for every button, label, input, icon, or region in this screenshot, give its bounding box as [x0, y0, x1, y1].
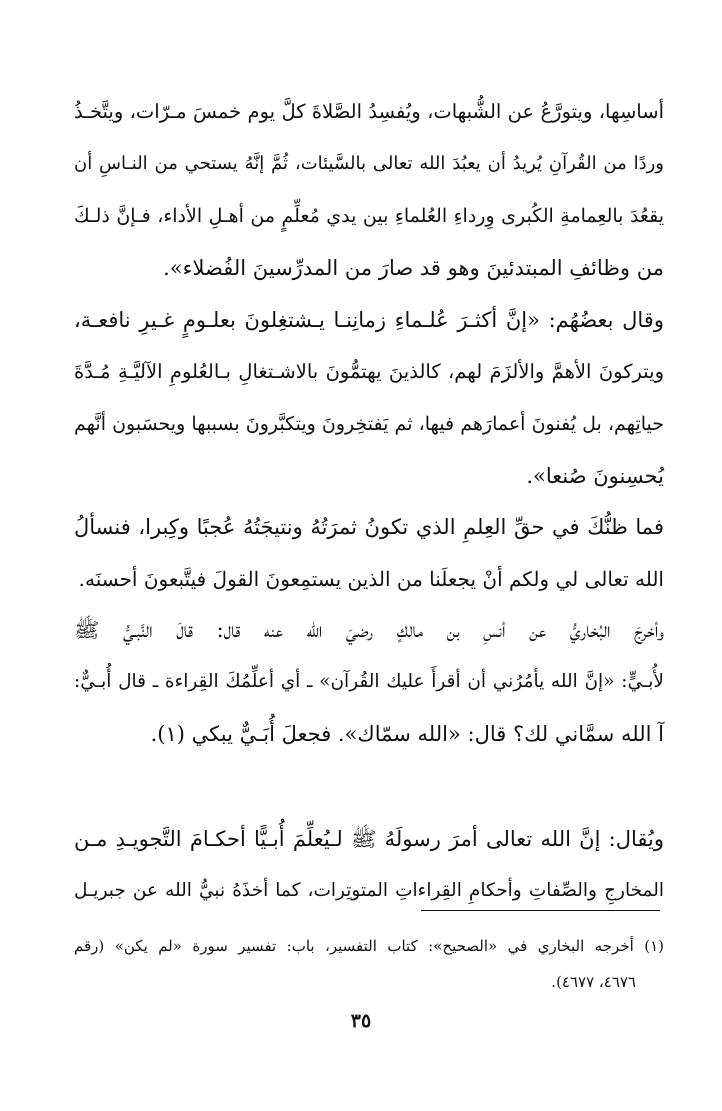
- footnote-line: (١) أخرجه البخاري في «الصحيح»: كتاب التفسير، باب: تفسير سورة «لم يكن» (رقم: [74, 937, 664, 955]
- paragraph-3: [74, 501, 664, 605]
- paragraph-2: [74, 294, 664, 502]
- paragraph-line: يقعُدَ بالعِمامةِ الكُبرى وِرداءِ العُلماءِ بين يدي مُعلِّمٍ من أهـلِ الأداء، فـإنَّ ذلـكَ: [74, 205, 664, 227]
- paragraph-1: [74, 86, 664, 294]
- footnote-separator: [421, 910, 660, 911]
- paragraph-line: لأُبـيٍّ: «إنَّ الله يأمُرُني أن أقرأَ عليك القُرآن» ـ أي أعلِّمُكَ القِراءة ـ قال أُبـيٌّ:: [74, 671, 664, 692]
- paragraph-line: وقال بعضُهُم: «إنَّ أكثـرَ عُلـماءِ زمانِنـا يـشتغِلونَ بعلـومٍ غـيرِ نافعـة،: [74, 308, 664, 332]
- paragraph-4: [74, 604, 664, 760]
- paragraph-line: حياتِهم، بل يُفنونَ أعمارَهم فيها، ثم يَفتخِرونَ ويتكبَّرونَ بسببها ويحسَبون أنَّهم: [74, 413, 664, 435]
- footnote-line: ٤٦٧٦، ٤٦٧٧).: [551, 973, 636, 991]
- paragraph-line: أساسِها، ويتورَّعُ عن الشُّبهات، ويُفسِدُ الصَّلاةَ كلَّ يوم خمسَ مـرّات، ويتَّخـذُ: [74, 100, 664, 123]
- paragraph-line: يُحسِنونَ صُنعا».: [526, 464, 664, 488]
- paragraph-line: فما ظنُّكَ في حقِّ العِلمِ الذي تكونُ ثمرَتُهُ ونتيجَتُهُ عُجبًا وكِبرا، فنسألُ: [74, 515, 664, 539]
- paragraph-5: [74, 813, 664, 917]
- paragraph-line: من وظائفِ المبتدئينَ وهو قد صارَ من المدرِّسينَ الفُضلاء».: [163, 256, 664, 280]
- paragraph-line: الله تعالى لي ولكم أنْ يجعلَنا من الذين يستمِعونَ القولَ فيتَّبعونَ أحسنَه.: [78, 567, 664, 591]
- page-number: ٣٥: [350, 1010, 372, 1032]
- paragraph-line: المخارجِ والصِّفاتِ وأحكامِ القِراءاتِ المتوتِرات، كما أخذَهُ نبيُّ الله عن جبريـل: [74, 880, 664, 901]
- paragraph-line: وردًا من القُرآنِ يُريدُ أن يعبُدَ الله تعالى بالسَّيئات، ثُمَّ إنَّهُ يستحي من النـاسِ أن: [74, 153, 664, 174]
- footnotes: [74, 928, 664, 1000]
- paragraph-line: وأخرجَ البُخاريُّ عن أنسِ بن مالكٍ رضيَ الله عنه قال: قالَ النَّبـيُّ ﷺ: [74, 618, 664, 642]
- paragraph-line: ويتركونَ الأهمَّ والألزَمَ لهم، كالذينَ يهتمُّونَ بالاشـتغالِ بـالعُلومِ الآليَّـةِ مُـدَّةَ: [74, 360, 664, 383]
- paragraph-line: آ الله سمَّاني لك؟ قال: «الله سمّاك». فجعلَ أُبَـيٌّ يبكي (١).: [150, 722, 664, 746]
- paragraph-line: ويُقال: إنَّ الله تعالى أمرَ رسولَهُ ﷺ لـيُعلِّمَ أُبـيًّا أحكـامَ التَّجويـدِ مـن: [74, 827, 664, 851]
